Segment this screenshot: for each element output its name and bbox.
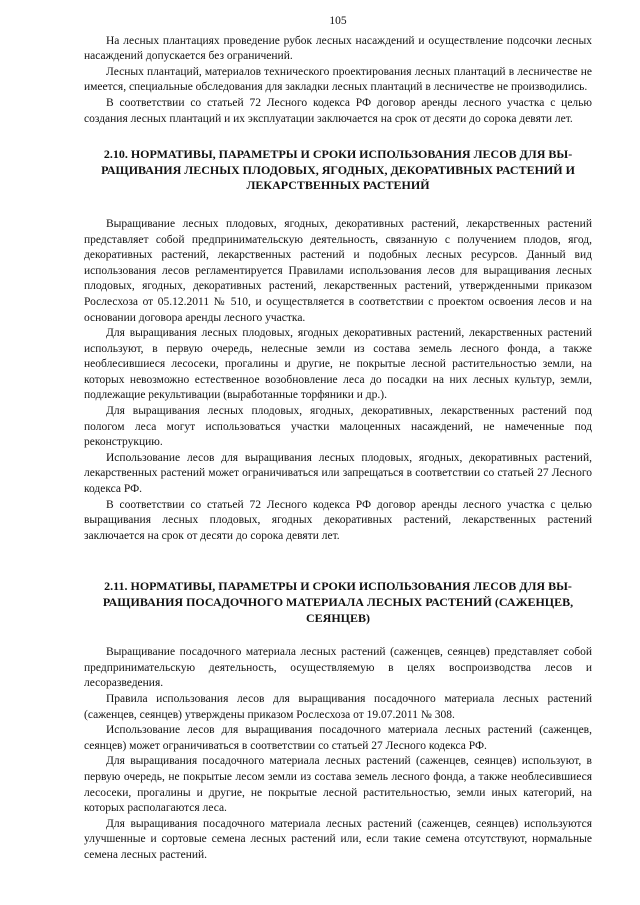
section-2-11-paragraph: Для выращивания посадочного материала лесных растений (саженцев, сеянцев) используют, в первую очередь, не покрытые лесом земли из состава земель лесного фонда, а также необлесившиеся лесосеки, прогалины и другие, не покрытые лесной растительностью, земли иных категорий, на которых располагаются леса. <box>84 755 592 815</box>
spacer <box>84 626 592 645</box>
spacer <box>84 194 592 217</box>
spacer <box>84 544 592 579</box>
section-2-10-paragraph: Выращивание лесных плодовых, ягодных, декоративных растений, лекарственных растений представляет собой предпринимательскую деятельность, связанную с получением плодов, ягод, декоративных растений, лекарственных растений и подобных лесных ресурсов. Данный вид использования лесов регламентируется Правилами использования лесов для выращивания лесных плодовых, ягодных, декоративных растений, лекарственных растений, утвержденными приказом Рослесхоза от 05.12.2011 № 510, и осуществляется в соответствии с проектом освоения лесов и на основании договора аренды лесного участка. <box>84 217 592 324</box>
page-number: 105 <box>329 15 347 27</box>
section-2-11-paragraph: Использование лесов для выращивания посадочного материала лесных растений (саженцев, сеянцев) может ограничиваться в соответствии со статьей 27 Лесного кодекса РФ. <box>84 724 592 752</box>
section-2-10-paragraph: В соответствии со статьей 72 Лесного кодекса РФ договор аренды лесного участка с целью выращивания лесных плодовых, ягодных декоративных растений, лекарственных растений заключается на срок от десяти до сорока девяти лет. <box>84 498 592 542</box>
section-2-10-paragraph: Для выращивания лесных плодовых, ягодных декоративных растений, лекарственных растений используют, в первую очередь, нелесные земли из состава земель лесного фонда, а также необлесившиеся лесосеки, прогалины и другие, не покрытые лесной растительностью земли, на которых невозможно естественное возобновление леса до посадки на них лесных культур, земли, подлежащие рекультивации (выработанные торфяники и др.). <box>84 327 592 402</box>
section-2-11-paragraph: Правила использования лесов для выращивания посадочного материала лесных растений (саженцев, сеянцев) утверждены приказом Рослесхоза от 19.07.2011 № 308. <box>84 692 592 721</box>
section-heading-2-10: 2.10. НОРМАТИВЫ, ПАРАМЕТРЫ И СРОКИ ИСПОЛЬЗОВАНИЯ ЛЕСОВ ДЛЯ ВЫРАЩИВАНИЯ ЛЕСНЫХ ПЛОДОВЫХ, ЯГОДНЫХ, ДЕКОРАТИВНЫХ РАСТЕНИЙ И ЛЕКАРСТВЕННЫХ РАСТЕНИЙ <box>101 147 575 193</box>
intro-paragraph: На лесных плантациях проведение рубок лесных насаждений и осуществление подсочки лесных насаждений допускается без ограничений. <box>84 34 592 63</box>
intro-paragraph: В соответствии со статьей 72 Лесного кодекса РФ договор аренды лесного участка с целью создания лесных плантаций и их эксплуатации заключается на срок от десяти до сорока девяти лет. <box>84 96 592 125</box>
section-2-11-paragraph: Для выращивания посадочного материала лесных растений (саженцев, сеянцев) используются улучшенные и сортовые семена лесных растений или, если такие семена отсутствуют, нормальные семена лесных растений. <box>84 817 592 861</box>
spacer <box>84 127 592 147</box>
section-2-11-paragraph: Выращивание посадочного материала лесных растений (саженцев, сеянцев) представляет собой предпринимательскую деятельность, осуществляемую в целях воспроизводства лесов и лесоразведения. <box>84 646 592 690</box>
section-2-10-paragraph: Для выращивания лесных плодовых, ягодных, декоративных, лекарственных растений под пологом леса могут использоваться участки малоценных насаждений, не намеченные под реконструкцию. <box>84 405 592 449</box>
section-heading-2-11: 2.11. НОРМАТИВЫ, ПАРАМЕТРЫ И СРОКИ ИСПОЛЬЗОВАНИЯ ЛЕСОВ ДЛЯ ВЫРАЩИВАНИЯ ПОСАДОЧНОГО МАТЕРИАЛА ЛЕСНЫХ РАСТЕНИЙ (САЖЕНЦЕВ, СЕЯНЦЕВ) <box>102 579 574 625</box>
document-page <box>84 14 592 864</box>
section-2-10-paragraph: Использование лесов для выращивания лесных плодовых, ягодных, декоративных растений, лекарственных растений может ограничиваться или запрещаться в соответствии со статьей 27 Лесного кодекса РФ. <box>84 451 592 496</box>
intro-paragraph: Лесных плантаций, материалов технического проектирования лесных плантаций в лесничестве не имеется, специальные обследования для закладки лесных плантаций в лесничестве не производились. <box>84 65 592 94</box>
